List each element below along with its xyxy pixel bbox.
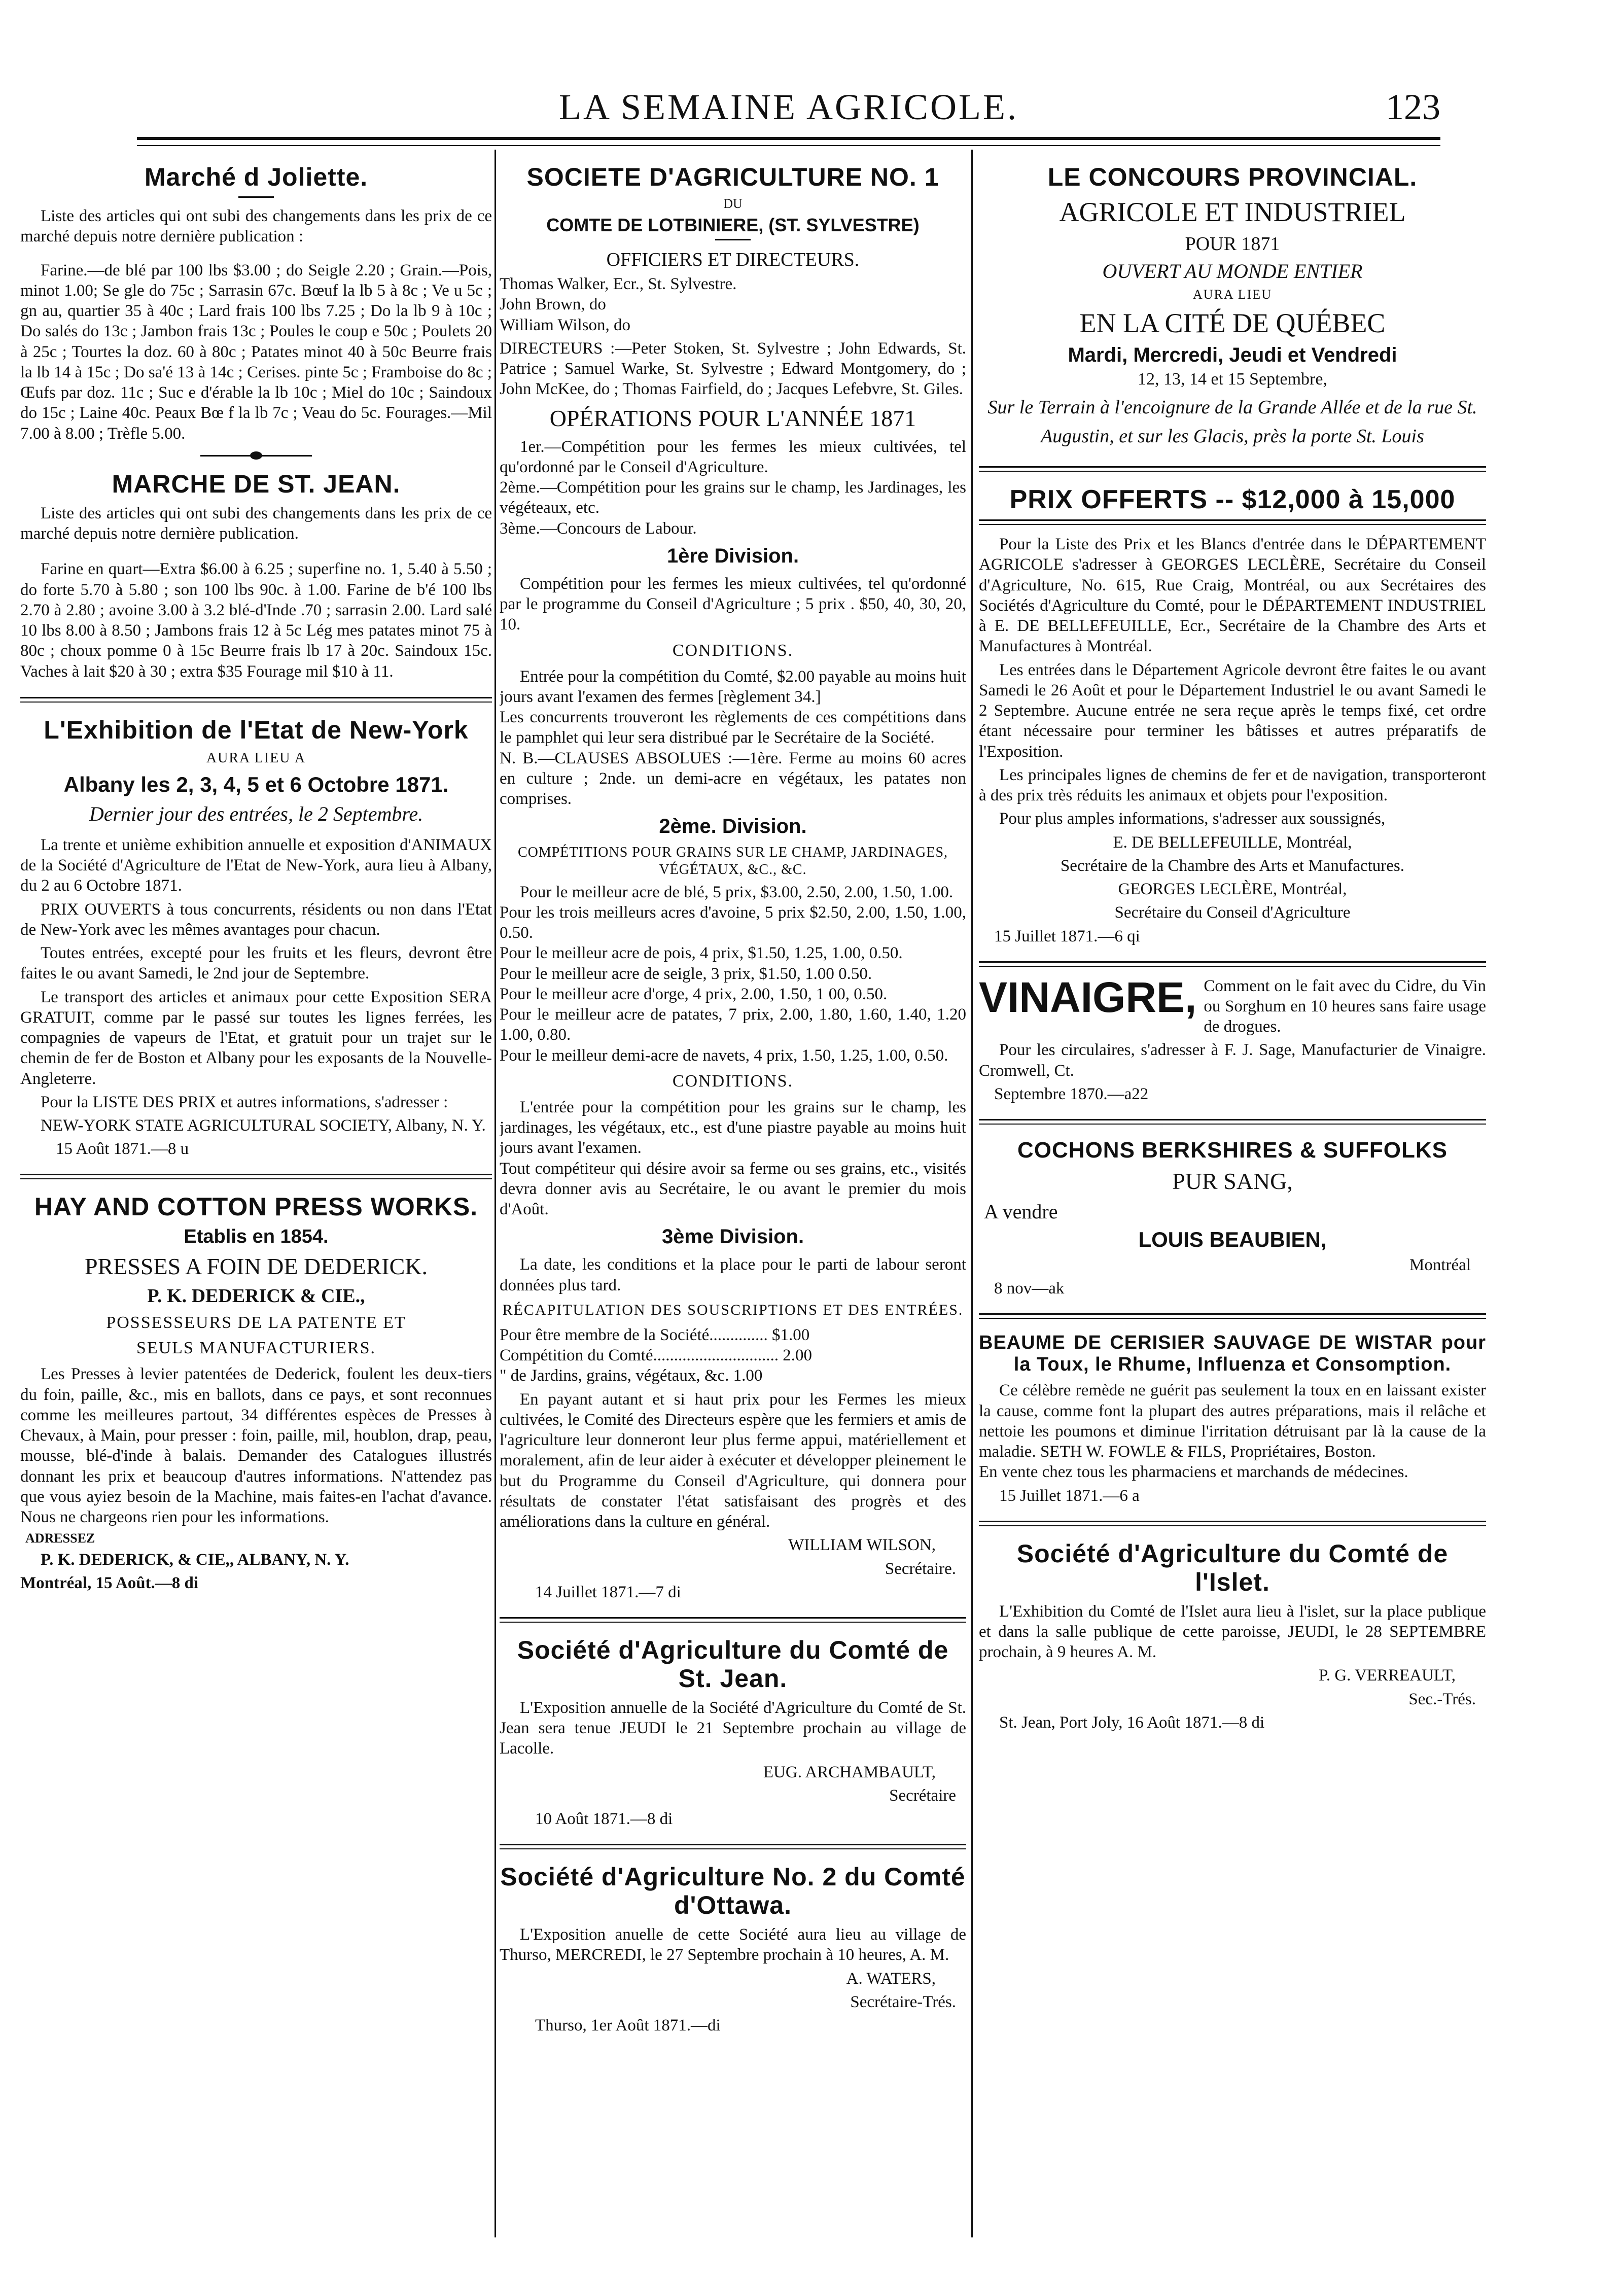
hay-date: Montréal, 15 Août.—8 di <box>20 1574 199 1593</box>
islet-title: Société d'Agriculture du Comté de l'Islet. <box>1016 1539 1449 1596</box>
section-rule <box>979 1521 1486 1526</box>
st-jean-prices: Farine en quart—Extra $6.00 à 6.25 ; superfine no. 1, 5.40 à 5.50 ; do forte 5.70 à 5.80 ; son 100 lbs 90c. à 1.00. Farine de b'é 100 lbs 2.70 à 2.80 ; avoine 3.00 à 3.2 blé-d'Inde .70 ; sarrasin 2.00. Lard salé 10 lbs 8.00 à 8.50 ; Jambons frais 12 à 5c Lég mes patates minot 75 à 80c ; choux pomme 0 à 15c Beurre frais lb 17 à 20c. Saindoux 15c. Vaches à lait $20 à 30 ; extra $35 Fourage mil $10 à 11. <box>20 560 492 681</box>
section-rule <box>979 519 1486 525</box>
section-rule <box>500 1844 966 1849</box>
vinaigre-body: Comment on le fait avec du Cidre, du Vin ou Sorghum en 10 heures sans faire usage de drogues. <box>1204 976 1486 1036</box>
baume-title: BEAUME DE CERISIER SAUVAGE DE WISTAR pour la Toux, le Rhume, Influenza et Consomption. <box>979 1332 1486 1375</box>
islet-date: St. Jean, Port Joly, 16 Août 1871.—8 di <box>999 1713 1265 1732</box>
concours-city: EN LA CITÉ DE QUÉBEC <box>1079 308 1386 338</box>
cochons-city: Montréal <box>1409 1256 1471 1275</box>
hay-body: Les Presses à levier patentées de Dederick, foulent les deux-tiers du foin, paille, &c., mis en ballots, dans ce pays, et sont reconnues comme les meilleures partout, 34 différentes espèces de Presses à Chevaux, à Main, pour presser : foin, paille, mil, houblon, drap, peau, mousse, blé-d'inde à balais. Demander des Catalogues illustrés donnant les prix et beaucoup d'autres informations. N'attendez pas que vous ayiez besoin de la Machine, mais faites-en l'achat d'avance. Nous ne chargeons rien pour les informations. <box>20 1365 492 1526</box>
column-1 <box>20 150 492 2237</box>
st-jean-society-body: L'Exposition annuelle de la Société d'Agriculture du Comté de St. Jean sera tenue JEUDI le 21 Septembre prochain au village de Lacolle. <box>500 1698 966 1758</box>
closing-text: En payant autant et si haut prix pour les Fermes les mieux cultivées, le Comité des Directeurs espère que les fermiers et amis de l'agriculture leur donneront leur plus ferme appui, matériellement et moralement, afin de leur aider à exécuter et développer pleinement le but du Programme du Conseil d'Agriculture, qui donnera pour résultats de constater l'état satisfaisant des progrès et des améliorations dans la culture en général. <box>500 1390 966 1531</box>
recap-lines: Pour être membre de la Société.............. $1.00 Compétition du Comté.............................. 2.00 " de Jardins, grains, végétaux, &c. 1.00 <box>500 1325 812 1385</box>
division-1-heading: 1ère Division. <box>666 544 799 567</box>
operations-heading: OPÉRATIONS POUR L'ANNÉE 1871 <box>549 405 916 431</box>
column-2 <box>500 150 966 2237</box>
divider <box>715 239 751 240</box>
signature-role: Secrétaire <box>889 1786 956 1805</box>
signature-role: Secrétaire du Conseil d'Agriculture <box>1114 903 1351 922</box>
page-number: 123 <box>1386 87 1440 127</box>
column-divider <box>495 150 496 2237</box>
recap-heading: RÉCAPITULATION DES SOUSCRIPTIONS ET DES ENTRÉES. <box>502 1301 964 1318</box>
vinaigre-title: VINAIGRE, <box>979 973 1197 1021</box>
concours-dates: 12, 13, 14 et 15 Septembre, <box>1138 370 1327 389</box>
header-rule <box>137 137 1440 146</box>
column-divider <box>971 150 973 2237</box>
concours-prizes: PRIX OFFERTS -- $12,000 à 15,000 <box>1009 485 1456 514</box>
ny-paragraph: Le transport des articles et animaux pour cette Exposition SERA GRATUIT, comme par le passé sur toutes les lignes ferrées, les compagnies de vapeurs de l'Etat, et gratuit pour un trajet sur le chemin de fer de Boston et Albany pour les exposants de la Nouvelle-Angleterre. <box>20 988 492 1088</box>
ottawa-society-date: Thurso, 1er Août 1871.—di <box>535 2016 721 2035</box>
concours-paragraph: Les entrées dans le Département Agricole devront être faites le ou avant Samedi le 26 Août et pour le Département Industriel le ou avant Samedi le 2 Septembre. Aucune entrée ne sera reçue après le temps fixé, cet ordre étant nécessaire pour terminer les bâtisses et autres préparatifs de l'Exposition. <box>979 660 1486 761</box>
concours-date: 15 Juillet 1871.—6 qi <box>994 927 1140 945</box>
baume-body: Ce célèbre remède ne guérit pas seulement la toux en en laissant exister la cause, comme font la plupart des autres préparations, mais il relâche et nettoie les poumons et diminue l'irritation détruisant par là la cause de la maladie. SETH W. FOWLE & FILS, Propriétaires, Boston. En vente chez tous les pharmaciens et marchands de médecines. <box>979 1381 1486 1482</box>
ny-paragraph: La trente et unième exhibition annuelle et exposition d'ANIMAUX de la Société d'Agriculture de l'Etat de New-York, aura lieu à Albany, du 2 au 6 Octobre 1871. <box>20 835 492 895</box>
division-3-heading: 3ème Division. <box>661 1225 804 1248</box>
hay-company: P. K. DEDERICK & CIE., <box>147 1285 365 1307</box>
concours-paragraph: Pour plus amples informations, s'adresser aux soussignés, <box>999 810 1386 828</box>
conditions-text: Entrée pour la compétition du Comté, $2.00 payable au moins huit jours avant l'examen des fermes [règlement 34.] Les concurrents trouveront les règlements de ces compétitions dans le pamphlet qui leur sera distribué par le Secrétaire de la Société. N. B.—CLAUSES ABSOLUES :—1ère. Ferme au moins 60 acres en culture ; 2nde. un demi-acre en végétaux, les patates non comprises. <box>500 667 966 808</box>
signature-role: Secrétaire de la Chambre des Arts et Manufactures. <box>1060 856 1405 875</box>
hay-presses: PRESSES A FOIN DE DEDERICK. <box>84 1253 428 1280</box>
st-jean-society-title: Société d'Agriculture du Comté de St. Jean. <box>517 1635 949 1693</box>
concours-title: LE CONCOURS PROVINCIAL. <box>1047 163 1418 191</box>
cochons-title: COCHONS BERKSHIRES & SUFFOLKS <box>1017 1137 1448 1163</box>
cochons-pur-sang: PUR SANG, <box>1172 1168 1293 1195</box>
concours-paragraph: Les principales lignes de chemins de fer et de navigation, transporteront à des prix très réduits les animaux et objets pour l'exposition. <box>979 765 1486 805</box>
section-rule <box>979 1119 1486 1125</box>
ny-dates: Albany les 2, 3, 4, 5 et 6 Octobre 1871. <box>63 772 449 796</box>
conditions-heading: CONDITIONS. <box>672 641 794 660</box>
cochons-date: 8 nov—ak <box>994 1279 1065 1298</box>
hay-adressez: ADRESSEZ <box>25 1531 95 1546</box>
ny-address: NEW-YORK STATE AGRICULTURAL SOCIETY, Albany, N. Y. <box>41 1116 486 1135</box>
joliette-intro: Liste des articles qui ont subi des changements dans les prix de ce marché depuis notre dernière publication : <box>20 207 492 246</box>
st-jean-title: MARCHE DE ST. JEAN. <box>112 469 401 498</box>
concours-days: Mardi, Mercredi, Jeudi et Vendredi <box>1068 344 1397 366</box>
signature-role: Secrétaire. <box>885 1559 956 1578</box>
signature: EUG. ARCHAMBAULT, <box>763 1763 936 1781</box>
baume-date: 15 Juillet 1871.—6 a <box>999 1486 1140 1505</box>
division-3-text: La date, les conditions et la place pour le parti de labour seront données plus tard. <box>500 1255 966 1294</box>
concours-paragraph: Pour la Liste des Prix et les Blancs d'entrée dans le DÉPARTEMENT AGRICOLE s'adresser à GEORGES LECLÈRE, Secrétaire du Conseil d'Agriculture, No. 615, Rue Craig, Montréal, ou aux Secrétaires des Sociétés d'Agriculture du Comté, pour le DÉPARTEMENT INDUSTRIEL à E. DE BELLEFEUILLE, Ecr., Secrétaire de la Chambre des Arts et Manufactures à Montréal. <box>979 535 1486 656</box>
directors-list: DIRECTEURS :—Peter Stoken, St. Sylvestre ; John Edwards, St. Patrice ; Samuel Warke, St. Sylvestre ; Edward Montgomery, do ; John McKee, do ; Thomas Fairfield, do ; Jacques Lefebvre, St. Giles. <box>500 339 966 399</box>
concours-year: POUR 1871 <box>1185 233 1280 255</box>
st-jean-society-date: 10 Août 1871.—8 di <box>535 1810 673 1829</box>
cochons-seller: LOUIS BEAUBIEN, <box>1138 1228 1327 1252</box>
ny-date: 15 Août 1871.—8 u <box>56 1140 189 1159</box>
concours-subtitle: AGRICOLE ET INDUSTRIEL <box>1059 197 1406 227</box>
hay-makers: SEULS MANUFACTURIERS. <box>136 1339 376 1358</box>
signature: GEORGES LECLÈRE, Montréal, <box>1118 880 1347 899</box>
society-1-county: COMTE DE LOTBINIERE, (ST. SYLVESTRE) <box>546 215 920 235</box>
section-rule <box>979 961 1486 967</box>
islet-body: L'Exhibition du Comté de l'Islet aura lieu à l'islet, sur la place publique et dans la salle publique de cette paroisse, JEUDI, le 28 SEPTEMBRE prochain, à 9 heures A. M. <box>979 1602 1486 1662</box>
ny-paragraph: Toutes entrées, excepté pour les fruits et les fleurs, devront être faites le ou avant Samedi, le 2nd jour de Septembre. <box>20 944 492 983</box>
vinaigre-ad <box>979 973 1486 1104</box>
signature: A. WATERS, <box>846 1969 936 1988</box>
newspaper-title: LA SEMAINE AGRICOLE. <box>559 87 1018 127</box>
society-1-title: SOCIETE D'AGRICULTURE NO. 1 <box>526 163 939 191</box>
ny-aura: AURA LIEU A <box>206 750 306 766</box>
section-rule <box>979 466 1486 472</box>
section-rule <box>20 697 492 703</box>
joliette-prices: Farine.—de blé par 100 lbs $3.00 ; do Seigle 2.20 ; Grain.—Pois, minot 1.00; Se gle do 75c ; Sarrasin 67c. Bœuf la lb 5 à 8c ; Ve u 5c ; gn au, quartier 35 à 40c ; Lard frais 100 lbs 7.25 ; Do la lb 9 à 10c ; Do salés do 13c ; Jambon frais 13c ; Poules le coup e 50c ; Poulets 20 à 25c ; Tourtes la doz. 60 à 80c ; Patates minot 40 à 50c Beurre frais la lb 14 à 15c ; Do sa'é 13 à 14c ; Cerises. pinte 5c ; Framboise do 8c ; Œufs par doz. 11c ; Suc e d'érable la lb 10c ; Miel do 10c ; Saindoux do 15c ; Laine 40c. Peaux Bœ f la lb 7c ; Veau do 5c. Fourages.—Mil 7.00 à 8.00 ; Trèfle 5.00. <box>20 261 492 443</box>
cochons-vendre: A vendre <box>984 1200 1058 1223</box>
hay-press-title: HAY AND COTTON PRESS WORKS. <box>34 1193 478 1221</box>
hay-established: Etablis en 1854. <box>184 1226 329 1248</box>
hay-owners: POSSESSEURS DE LA PATENTE ET <box>106 1313 406 1333</box>
signature-role: Sec.-Trés. <box>1408 1690 1476 1708</box>
concours-place: Sur le Terrain à l'encoignure de la Grande Allée et de la rue St. Augustin, et sur les Glacis, près la porte St. Louis <box>987 397 1477 447</box>
conditions-heading: CONDITIONS. <box>672 1071 794 1091</box>
society-1-date: 14 Juillet 1871.—7 di <box>535 1583 681 1601</box>
ornament-divider <box>200 455 312 457</box>
ottawa-society-body: L'Exposition anuelle de cette Société aura lieu au village de Thurso, MERCREDI, le 27 Septembre prochain à 10 heures, A. M. <box>500 1925 966 1965</box>
column-3 <box>979 150 1486 2237</box>
society-1-du: DU <box>723 196 743 211</box>
division-1-text: Compétition pour les fermes les mieux cultivées, tel qu'ordonné par le programme du Conseil d'Agriculture ; 5 prix . $50, 40, 30, 20, 10. <box>500 574 966 634</box>
divider <box>238 196 274 198</box>
section-rule <box>500 1617 966 1623</box>
officers-list: Thomas Walker, Ecr., St. Sylvestre. John Brown, do William Wilson, do <box>500 275 737 334</box>
signature: P. G. VERREAULT, <box>1319 1666 1456 1685</box>
hay-address: P. K. DEDERICK, & CIE,, ALBANY, N. Y. <box>41 1550 349 1569</box>
vinaigre-contact: Pour les circulaires, s'adresser à F. J. Sage, Manufacturier de Vinaigre. Cromwell, Ct. <box>979 1041 1486 1080</box>
concours-aura: AURA LIEU <box>1193 287 1272 302</box>
division-2-prizes: Pour le meilleur acre de blé, 5 prix, $3.00, 2.50, 2.00, 1.50, 1.00. Pour les trois meilleurs acres d'avoine, 5 prix $2.50, 2.00, 1.50, 1.00, 0.50. Pour le meilleur acre de pois, 4 prix, $1.50, 1.25, 1.00, 0.50. Pour le meilleur acre de seigle, 3 prix, $1.50, 1.00 0.50. Pour le meilleur acre d'orge, 4 prix, 2.00, 1.50, 1 00, 0.50. Pour le meilleur acre de patates, 7 prix, 2.00, 1.80, 1.60, 1.40, 1.20 1.00, 0.80. Pour le meilleur demi-acre de navets, 4 prix, 1.50, 1.25, 1.00, 0.50. <box>500 883 966 1065</box>
section-rule <box>979 1313 1486 1319</box>
section-rule <box>20 1174 492 1179</box>
ottawa-society-title: Société d'Agriculture No. 2 du Comté d'Ottawa. <box>500 1863 966 1920</box>
ny-exhibition-title: L'Exhibition de l'Etat de New-York <box>44 715 469 744</box>
ny-deadline: Dernier jour des entrées, le 2 Septembre. <box>89 802 423 825</box>
vinaigre-date: Septembre 1870.—a22 <box>994 1084 1149 1103</box>
signature: E. DE BELLEFEUILLE, Montréal, <box>1113 833 1352 852</box>
signature: WILLIAM WILSON, <box>788 1536 936 1555</box>
officers-heading: OFFICIERS ET DIRECTEURS. <box>606 249 860 270</box>
ny-paragraph: PRIX OUVERTS à tous concurrents, résidents ou non dans l'Etat de New-York avec les mêmes avantages pour chacun. <box>20 900 492 939</box>
operations-list: 1er.—Compétition pour les fermes les mieux cultivées, tel qu'ordonné par le Conseil d'Agriculture. 2ème.—Compétition pour les grains sur le champ, les Jardinages, les végéteaux, etc. 3ème.—Concours de Labour. <box>500 437 966 538</box>
division-2-heading: 2ème. Division. <box>659 815 807 838</box>
joliette-title: Marché d Joliette. <box>144 163 368 191</box>
page-header <box>137 81 1440 137</box>
signature-role: Secrétaire-Trés. <box>850 1992 956 2011</box>
st-jean-intro: Liste des articles qui ont subi des changements dans les prix de ce marché depuis notre dernière publication. <box>20 504 492 543</box>
conditions-text: L'entrée pour la compétition pour les grains sur le champ, les jardinages, les végétaux, etc., est d'une piastre payable au moins huit jours avant l'examen. Tout compétiteur qui désire avoir sa ferme ou ses grains, etc., visités devra donner avis au Secrétaire, le ou avant le premier du mois d'Août. <box>500 1098 966 1219</box>
ny-paragraph: Pour la LISTE DES PRIX et autres informations, s'adresser : <box>41 1093 448 1111</box>
concours-open: OUVERT AU MONDE ENTIER <box>1102 260 1363 283</box>
division-2-subheading: COMPÉTITIONS POUR GRAINS SUR LE CHAMP, JARDINAGES, VÉGÉTAUX, &C., &C. <box>517 845 948 878</box>
